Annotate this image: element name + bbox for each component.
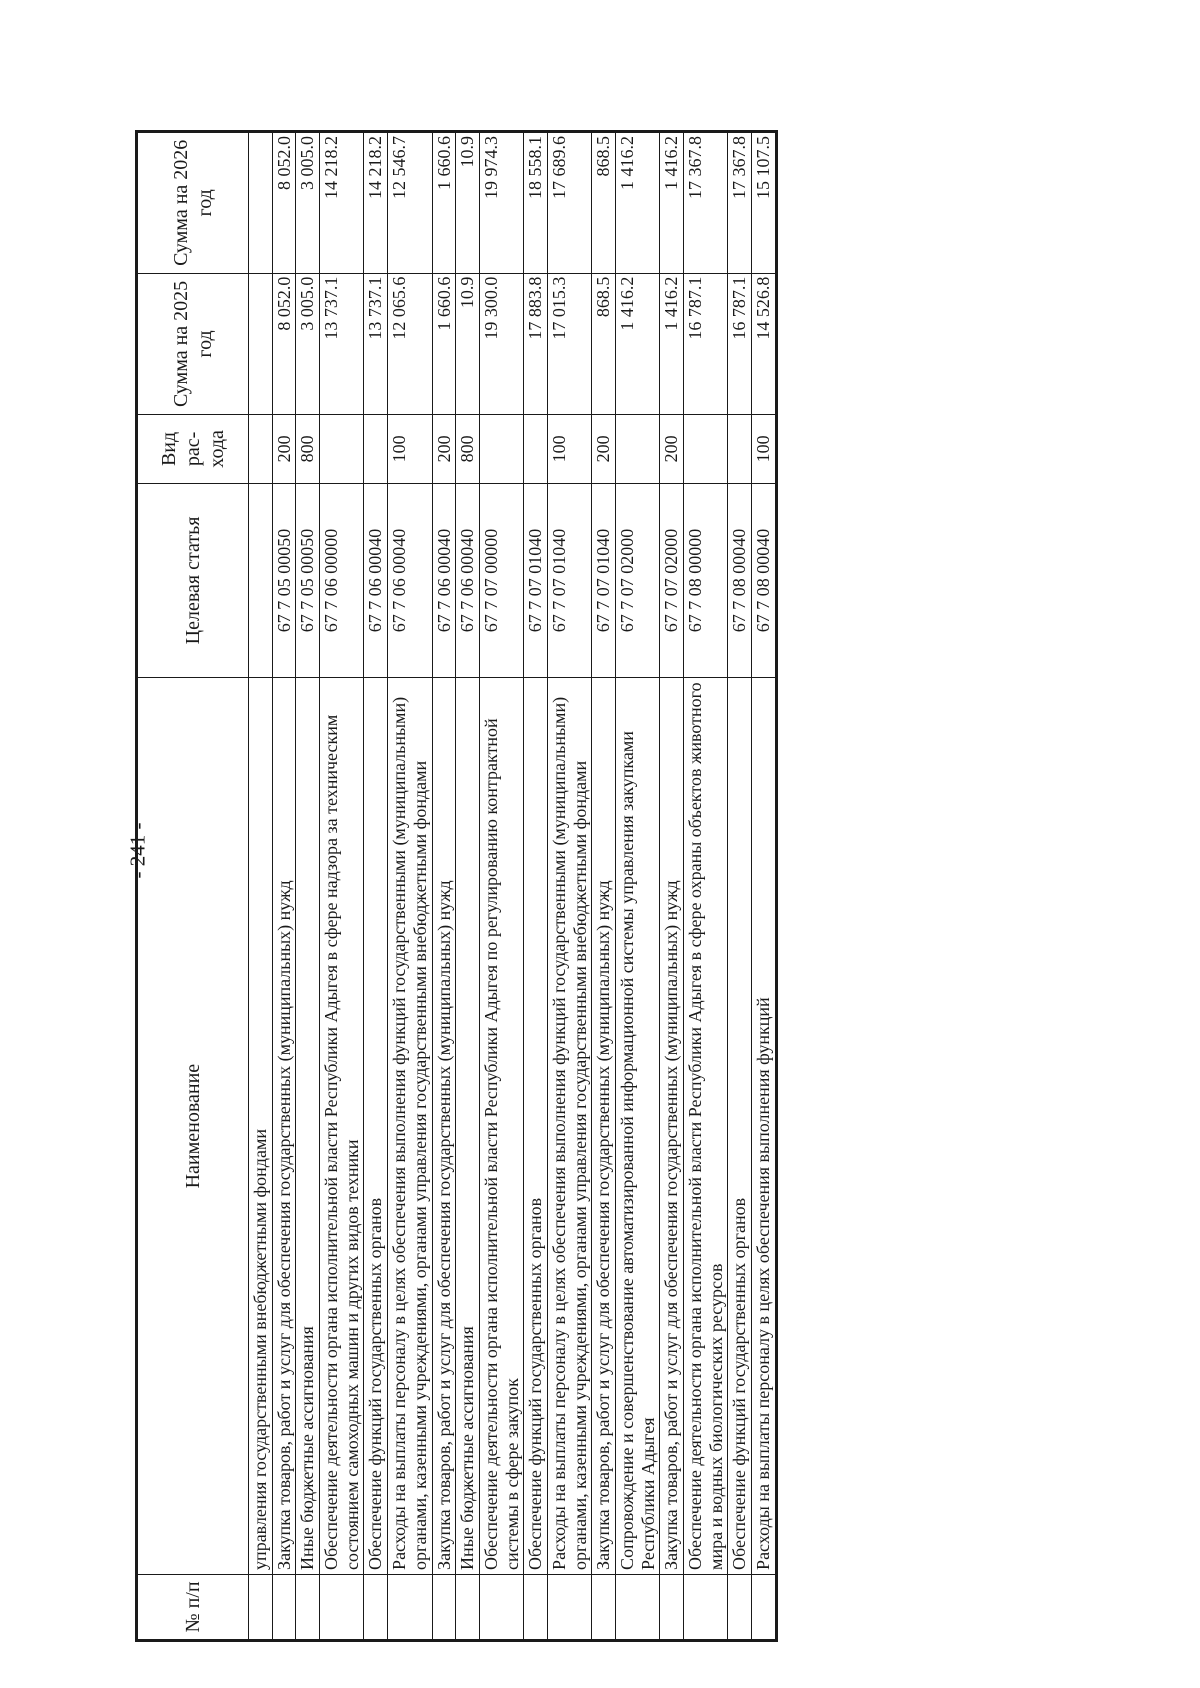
table-body (249, 132, 777, 1641)
cell-sum-2026: 868.5 (592, 132, 616, 274)
cell-name: Обеспечение функций государственных органов (524, 678, 548, 1575)
cell-name: Обеспечение функций государственных органов (728, 678, 752, 1575)
cell-sum-2025: 1 416.2 (660, 273, 684, 415)
cell-no (728, 1574, 752, 1640)
cell-sum-2026: 17 689.6 (547, 132, 591, 274)
cell-sum-2025: 13 737.1 (320, 273, 364, 415)
cell-expense-kind: 200 (272, 415, 296, 483)
cell-sum-2025: 17 883.8 (524, 273, 548, 415)
cell-expense-kind: 200 (432, 415, 456, 483)
table-row (272, 132, 296, 1641)
cell-sum-2026 (249, 132, 273, 274)
cell-sum-2025: 13 737.1 (364, 273, 388, 415)
cell-expense-kind (364, 415, 388, 483)
cell-sum-2026: 17 367.8 (684, 132, 728, 274)
table-row (616, 132, 660, 1641)
cell-sum-2025: 14 526.8 (752, 273, 777, 415)
header-kind: Вид рас- хода (137, 415, 249, 483)
cell-sum-2026: 18 558.1 (524, 132, 548, 274)
header-no: № п/п (137, 1574, 249, 1640)
table-row (296, 132, 320, 1641)
cell-sum-2026: 1 660.6 (432, 132, 456, 274)
cell-name: Обеспечение деятельности органа исполнительной власти Республики Адыгея в сфере охраны объектов животного мира и водных биологических ресурсов (684, 678, 728, 1575)
cell-sum-2026: 1 416.2 (660, 132, 684, 274)
cell-name: Закупка товаров, работ и услуг для обеспечения государственных (муниципальных) нужд (272, 678, 296, 1575)
cell-sum-2025: 10.9 (456, 273, 480, 415)
table-row (684, 132, 728, 1641)
header-sum-2025: Сумма на 2025 год (137, 273, 249, 415)
budget-table (135, 130, 778, 1642)
table-row (249, 132, 273, 1641)
table-row (364, 132, 388, 1641)
cell-name: управления государственными внебюджетными фондами (249, 678, 273, 1575)
cell-no (456, 1574, 480, 1640)
cell-name: Иные бюджетные ассигнования (296, 678, 320, 1575)
cell-name: Обеспечение функций государственных органов (364, 678, 388, 1575)
table-header-row (137, 132, 249, 1641)
cell-no (364, 1574, 388, 1640)
cell-no (660, 1574, 684, 1640)
cell-no (752, 1574, 777, 1640)
cell-sum-2026: 10.9 (456, 132, 480, 274)
cell-sum-2026: 3 005.0 (296, 132, 320, 274)
cell-sum-2026: 1 416.2 (616, 132, 660, 274)
cell-no (616, 1574, 660, 1640)
cell-name: Закупка товаров, работ и услуг для обеспечения государственных (муниципальных) нужд (432, 678, 456, 1575)
cell-expense-kind: 200 (592, 415, 616, 483)
table-row (479, 132, 523, 1641)
table-row (752, 132, 777, 1641)
cell-expense-kind: 100 (388, 415, 432, 483)
cell-target-code: 67 7 05 00050 (272, 483, 296, 678)
cell-sum-2026: 14 218.2 (364, 132, 388, 274)
cell-sum-2026: 8 052.0 (272, 132, 296, 274)
cell-sum-2025: 868.5 (592, 273, 616, 415)
cell-sum-2026: 19 974.3 (479, 132, 523, 274)
rotated-table-container (135, 130, 1050, 1642)
cell-no (296, 1574, 320, 1640)
cell-target-code: 67 7 06 00040 (456, 483, 480, 678)
table-row (320, 132, 364, 1641)
cell-target-code: 67 7 06 00040 (388, 483, 432, 678)
table-row (547, 132, 591, 1641)
cell-target-code: 67 7 07 00000 (479, 483, 523, 678)
cell-sum-2026: 14 218.2 (320, 132, 364, 274)
cell-expense-kind: 800 (296, 415, 320, 483)
cell-target-code: 67 7 08 00000 (684, 483, 728, 678)
cell-no (524, 1574, 548, 1640)
cell-expense-kind: 200 (660, 415, 684, 483)
table-row (456, 132, 480, 1641)
header-sum-2026: Сумма на 2026 год (137, 132, 249, 274)
table-row (524, 132, 548, 1641)
cell-name: Закупка товаров, работ и услуг для обеспечения государственных (муниципальных) нужд (592, 678, 616, 1575)
cell-name: Расходы на выплаты персоналу в целях обеспечения выполнения функций государственными (муниципальными) органами, казенными учреждениями, органами управления государственными внебюджетными фондами (388, 678, 432, 1575)
cell-sum-2026: 15 107.5 (752, 132, 777, 274)
table-row (660, 132, 684, 1641)
cell-sum-2025: 19 300.0 (479, 273, 523, 415)
cell-sum-2025: 8 052.0 (272, 273, 296, 415)
cell-expense-kind (728, 415, 752, 483)
cell-expense-kind (479, 415, 523, 483)
cell-expense-kind: 100 (547, 415, 591, 483)
cell-sum-2026: 17 367.8 (728, 132, 752, 274)
cell-target-code: 67 7 06 00040 (432, 483, 456, 678)
cell-sum-2025: 16 787.1 (684, 273, 728, 415)
table-row (592, 132, 616, 1641)
cell-no (592, 1574, 616, 1640)
cell-sum-2025: 3 005.0 (296, 273, 320, 415)
cell-name: Обеспечение деятельности органа исполнительной власти Республики Адыгея в сфере надзора за техническим состоянием самоходных машин и других видов техники (320, 678, 364, 1575)
cell-name: Сопровождение и совершенствование автоматизированной информационной системы управления закупками Республики Адыгея (616, 678, 660, 1575)
table-row (388, 132, 432, 1641)
cell-target-code: 67 7 05 00050 (296, 483, 320, 678)
cell-no (547, 1574, 591, 1640)
cell-name: Обеспечение деятельности органа исполнительной власти Республики Адыгея по регулированию контрактной системы в сфере закупок (479, 678, 523, 1575)
cell-sum-2026: 12 546.7 (388, 132, 432, 274)
table-row (728, 132, 752, 1641)
cell-target-code: 67 7 08 00040 (728, 483, 752, 678)
cell-sum-2025: 1 660.6 (432, 273, 456, 415)
cell-no (432, 1574, 456, 1640)
cell-no (272, 1574, 296, 1640)
table-region (135, 130, 1050, 1642)
cell-sum-2025 (249, 273, 273, 415)
cell-no (320, 1574, 364, 1640)
header-target: Целевая статья (137, 483, 249, 678)
cell-target-code: 67 7 07 01040 (592, 483, 616, 678)
page-number: - 241 - (125, 822, 150, 879)
cell-no (684, 1574, 728, 1640)
cell-expense-kind (320, 415, 364, 483)
cell-expense-kind (249, 415, 273, 483)
cell-no (388, 1574, 432, 1640)
cell-target-code (249, 483, 273, 678)
cell-name: Закупка товаров, работ и услуг для обеспечения государственных (муниципальных) нужд (660, 678, 684, 1575)
cell-target-code: 67 7 07 01040 (547, 483, 591, 678)
table-row (432, 132, 456, 1641)
cell-expense-kind (684, 415, 728, 483)
cell-name: Иные бюджетные ассигнования (456, 678, 480, 1575)
cell-target-code: 67 7 07 02000 (660, 483, 684, 678)
cell-no (479, 1574, 523, 1640)
cell-target-code: 67 7 06 00000 (320, 483, 364, 678)
cell-sum-2025: 12 065.6 (388, 273, 432, 415)
cell-sum-2025: 17 015.3 (547, 273, 591, 415)
cell-target-code: 67 7 06 00040 (364, 483, 388, 678)
cell-target-code: 67 7 08 00040 (752, 483, 777, 678)
cell-expense-kind (616, 415, 660, 483)
cell-expense-kind (524, 415, 548, 483)
cell-expense-kind: 800 (456, 415, 480, 483)
cell-name: Расходы на выплаты персоналу в целях обеспечения выполнения функций (752, 678, 777, 1575)
header-name: Наименование (137, 678, 249, 1575)
cell-expense-kind: 100 (752, 415, 777, 483)
cell-name: Расходы на выплаты персоналу в целях обеспечения выполнения функций государственными (муниципальными) органами, казенными учреждениями, органами управления государственными внебюджетными фондами (547, 678, 591, 1575)
cell-no (249, 1574, 273, 1640)
cell-target-code: 67 7 07 02000 (616, 483, 660, 678)
cell-sum-2025: 1 416.2 (616, 273, 660, 415)
cell-sum-2025: 16 787.1 (728, 273, 752, 415)
cell-target-code: 67 7 07 01040 (524, 483, 548, 678)
